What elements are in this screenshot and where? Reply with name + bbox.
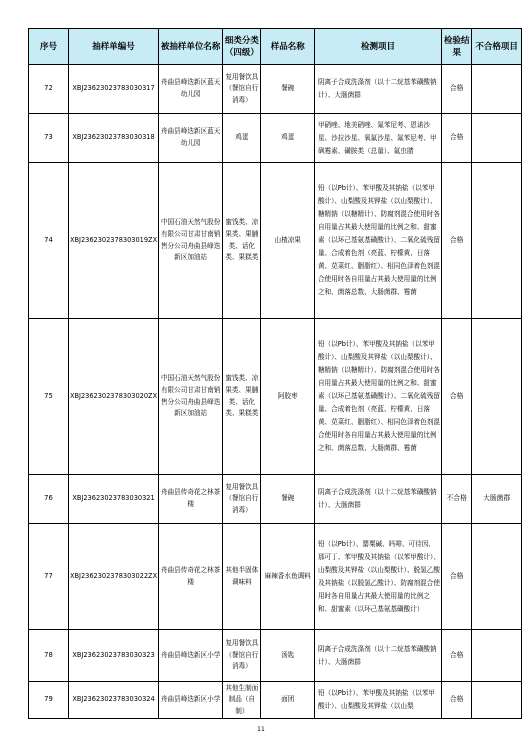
row-sample-number: XBJ23623023783030321 (68, 475, 158, 524)
row-test-items: 阴离子合成洗涤剂（以十二烷基苯磺酸钠计）、大肠菌群 (314, 630, 441, 682)
table-row (29, 524, 522, 630)
row-sampled-unit: 舟曲县峰迭新区蓝天幼儿园 (159, 114, 223, 163)
table-row (29, 114, 522, 163)
row-sample-number: XBJ23623023783030323 (68, 630, 158, 682)
row-failed-items (472, 682, 522, 719)
row-sampled-unit: 舟曲县传奇花之林茶楼 (159, 475, 223, 524)
table-row (29, 163, 522, 319)
row-no: 79 (29, 682, 69, 719)
row-sample-name: 汤匙 (261, 630, 314, 682)
header-test-items: 检测项目 (314, 29, 441, 65)
row-result: 合格 (442, 319, 472, 475)
header-no: 序号 (29, 29, 69, 65)
header-sampled-unit: 被抽样单位名称 (159, 29, 223, 65)
row-sampled-unit: 舟曲县峰迭新区蓝天幼儿园 (159, 65, 223, 114)
header-result: 检验结果 (442, 29, 472, 65)
row-failed-items (472, 319, 522, 475)
row-test-items: 阴离子合成洗涤剂（以十二烷基苯磺酸钠计）、大肠菌群 (314, 475, 441, 524)
row-sample-number: XBJ2362302378303022ZX (68, 524, 158, 630)
header-row (29, 29, 522, 65)
header-failed-items: 不合格项目 (472, 29, 522, 65)
row-category: 其他半固体调味料 (223, 524, 261, 630)
row-category: 蜜饯类、凉果类、果脯类、话化类、果糕类 (223, 163, 261, 319)
row-failed-items: 大肠菌群 (472, 475, 522, 524)
row-no: 74 (29, 163, 69, 319)
row-no: 78 (29, 630, 69, 682)
row-sampled-unit: 舟曲县峰迭新区小学 (159, 682, 223, 719)
row-category: 鸡蛋 (223, 114, 261, 163)
row-sample-number: XBJ23623023783030324 (68, 682, 158, 719)
row-failed-items (472, 630, 522, 682)
row-sample-name: 鸡蛋 (261, 114, 314, 163)
row-result: 合格 (442, 114, 472, 163)
row-no: 76 (29, 475, 69, 524)
row-category: 复用餐饮具（餐馆自行消毒） (223, 65, 261, 114)
row-sample-name: 山楂凉果 (261, 163, 314, 319)
row-failed-items (472, 65, 522, 114)
row-result: 合格 (442, 524, 472, 630)
header-category: 细类分类（四级） (223, 29, 261, 65)
row-sample-name: 麻辣香水鱼调料 (261, 524, 314, 630)
row-sample-number: XBJ2362302378303020ZX (68, 319, 158, 475)
row-sampled-unit: 中国石油天然气股份有限公司甘肃甘南销售分公司舟曲县峰迭新区加油站 (159, 319, 223, 475)
row-failed-items (472, 524, 522, 630)
row-sample-name: 餐碗 (261, 475, 314, 524)
row-sample-name: 餐碗 (261, 65, 314, 114)
row-result: 合格 (442, 682, 472, 719)
row-no: 73 (29, 114, 69, 163)
row-result: 合格 (442, 163, 472, 319)
table-row (29, 475, 522, 524)
row-category: 蜜饯类、凉果类、果脯类、话化类、果糕类 (223, 319, 261, 475)
row-result: 合格 (442, 65, 472, 114)
header-sample-name: 样品名称 (261, 29, 314, 65)
row-no: 72 (29, 65, 69, 114)
row-test-items: 铅（以Pb计）、苯甲酸及其钠盐（以苯甲酸计）、山梨酸及其钾盐（以山梨酸计）、糖精钠（以糖精计）、防腐剂混合使用时各自用量占其最大使用量的比例之和、甜蜜素（以环己基氨基磺酸计）、二氧化硫残留量、合成着色剂（亮蓝、柠檬黄、日落黄、苋菜红、胭脂红）、相同色泽着色剂混合使用时各自用量占其最大使用量的比例之和、菌落总数、大肠菌群、霉菌 (314, 319, 441, 475)
inspection-table (28, 28, 522, 719)
row-failed-items (472, 114, 522, 163)
row-no: 77 (29, 524, 69, 630)
table-row (29, 682, 522, 719)
table-row (29, 630, 522, 682)
row-sample-name: 面团 (261, 682, 314, 719)
header-sample-number: 抽样单编号 (68, 29, 158, 65)
row-failed-items (472, 163, 522, 319)
page-number: 11 (257, 726, 265, 733)
row-test-items: 铅（以Pb计）、罂粟碱、吗啡、可待因、那可丁、苯甲酸及其钠盐（以苯甲酸计）、山梨酸及其钾盐（以山梨酸计）、脱氢乙酸及其钠盐（以脱氢乙酸计）、防腐剂混合使用时各自用量占其最大使用量的比例之和、甜蜜素（以环己基氨基磺酸计） (314, 524, 441, 630)
row-sample-name: 阿胶枣 (261, 319, 314, 475)
row-test-items: 铅（以Pb计）、苯甲酸及其钠盐（以苯甲酸计）、山梨酸及其钾盐（以山梨酸计）、糖精钠（以糖精计）、防腐剂混合使用时各自用量占其最大使用量的比例之和、甜蜜素（以环己基氨基磺酸计）、二氧化硫残留量、合成着色剂（亮蓝、柠檬黄、日落黄、苋菜红、胭脂红）、相同色泽着色剂混合使用时各自用量占其最大使用量的比例之和、菌落总数、大肠菌群、霉菌 (314, 163, 441, 319)
row-result: 合格 (442, 630, 472, 682)
table-row (29, 65, 522, 114)
row-sampled-unit: 舟曲县传奇花之林茶楼 (159, 524, 223, 630)
row-sample-number: XBJ2362302378303019ZX (68, 163, 158, 319)
document-page (28, 28, 522, 719)
row-sample-number: XBJ23623023783030318 (68, 114, 158, 163)
row-test-items: 阴离子合成洗涤剂（以十二烷基苯磺酸钠计）、大肠菌群 (314, 65, 441, 114)
row-category: 复用餐饮具（餐馆自行消毒） (223, 630, 261, 682)
row-category: 其他生制面制品（自制） (223, 682, 261, 719)
row-category: 复用餐饮具（餐馆自行消毒） (223, 475, 261, 524)
row-no: 75 (29, 319, 69, 475)
row-test-items: 甲硝唑、地美硝唑、氟苯尼考、恩诺沙星、沙拉沙星、氧氟沙星、氟苯尼考、甲砜霉素、磺胺类（总量）、氟虫腈 (314, 114, 441, 163)
row-sampled-unit: 中国石油天然气股份有限公司甘肃甘南销售分公司舟曲县峰迭新区加油站 (159, 163, 223, 319)
row-result: 不合格 (442, 475, 472, 524)
row-test-items: 铅（以Pb计）、苯甲酸及其钠盐（以苯甲酸计）、山梨酸及其钾盐（以山梨 (314, 682, 441, 719)
row-sample-number: XBJ23623023783030317 (68, 65, 158, 114)
row-sampled-unit: 舟曲县峰迭新区小学 (159, 630, 223, 682)
table-row (29, 319, 522, 475)
